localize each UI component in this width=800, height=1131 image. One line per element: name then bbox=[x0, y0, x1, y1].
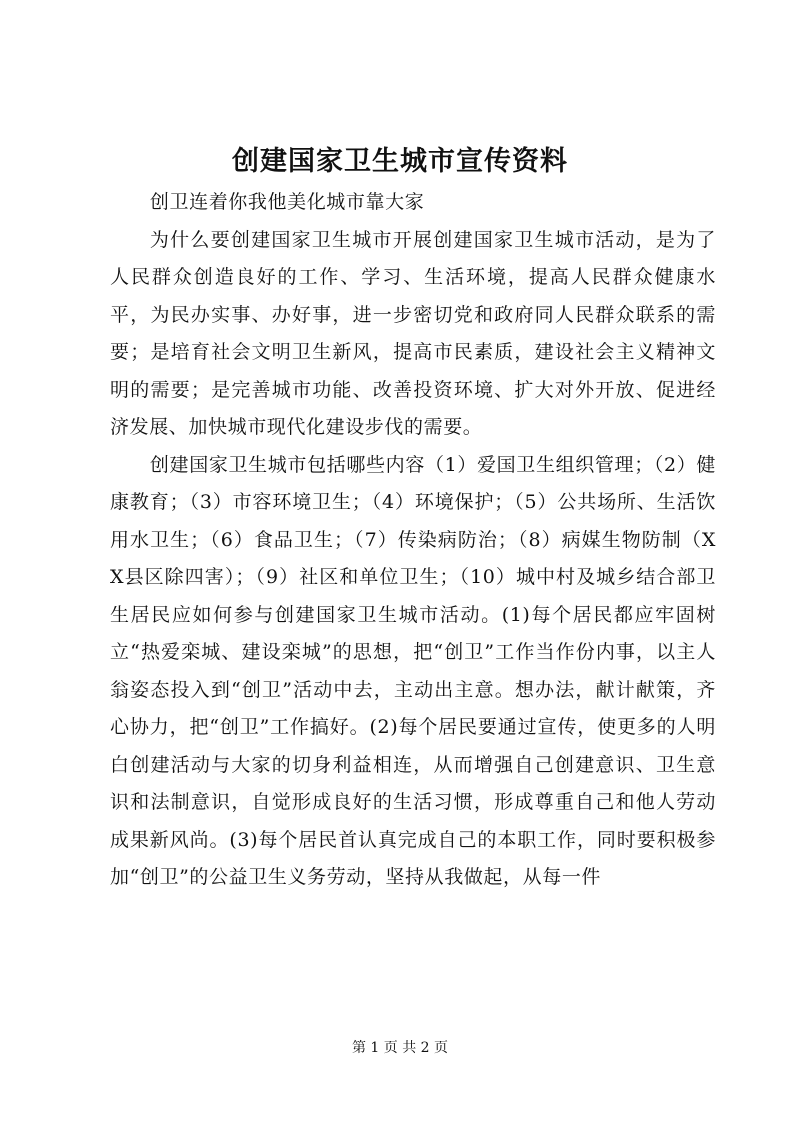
document-title: 创建国家卫生城市宣传资料 bbox=[232, 146, 568, 177]
slogan-paragraph: 创卫连着你我他美化城市靠大家 bbox=[149, 191, 425, 213]
page-footer: 第 1 页 共 2 页 bbox=[351, 1040, 449, 1056]
document-body bbox=[110, 184, 716, 897]
content-paragraph: 创建国家卫生城市包括哪些内容（1）爱国卫生组织管理；（2）健康教育；（3）市容环境卫生；（4）环境保护；（5）公共场所、生活饮用水卫生；（6）食品卫生；（7）传染病防治；（8）病媒生物防制（XX县区除四害）；（9）社区和单位卫生；（10）城中村及城乡结合部卫生居民应如何参与创建国家卫生城市活动。(1)每个居民都应牢固树立“热爱栾城、建设栾城”的思想，把“创卫”工作当作份内事，以主人翁姿态投入到“创卫”活动中去，主动出主意。想办法，献计献策，齐心协力，把“创卫”工作搞好。(2)每个居民要通过宣传，使更多的人明白创建活动与大家的切身利益相连，从而增强自己创建意识、卫生意识和法制意识，自觉形成良好的生活习惯，形成尊重自己和他人劳动成果新风尚。(3)每个居民首认真完成自己的本职工作，同时要积极参加“创卫”的公益卫生义务劳动，坚持从我做起，从每一件 bbox=[110, 453, 716, 888]
purpose-paragraph: 为什么要创建国家卫生城市开展创建国家卫生城市活动，是为了人民群众创造良好的工作、学习、生活环境，提高人民群众健康水平，为民办实事、办好事，进一步密切党和政府同人民群众联系的需要；是培育社会文明卫生新风，提高市民素质，建设社会主义精神文明的需要；是完善城市功能、改善投资环境、扩大对外开放、促进经济发展、加快城市现代化建设步伐的需要。 bbox=[110, 228, 716, 438]
